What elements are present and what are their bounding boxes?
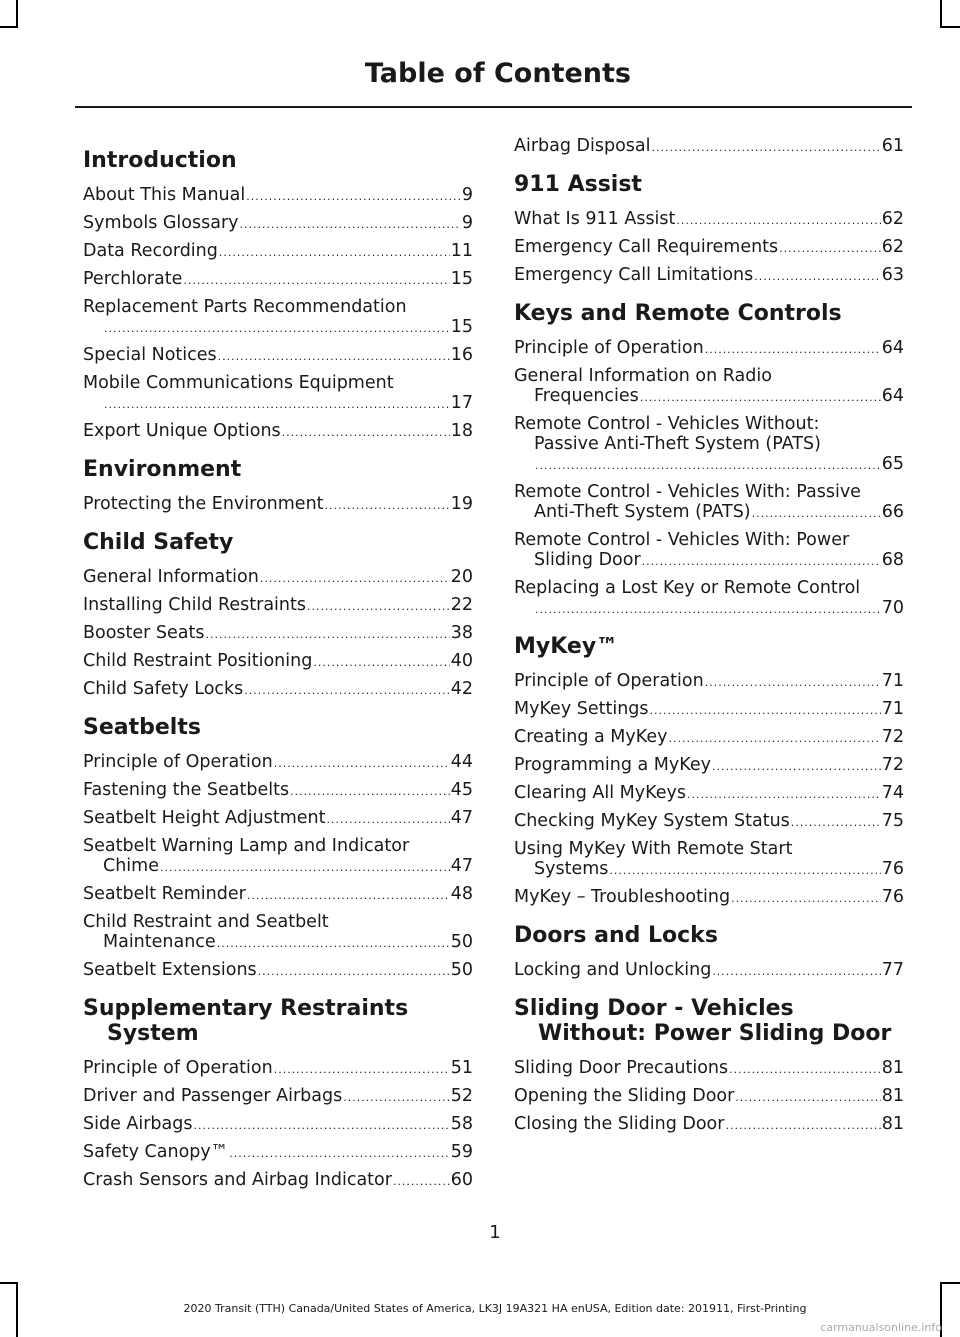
toc-line — [83, 623, 473, 645]
entry-title-cont: Chime — [103, 856, 159, 876]
toc-entry[interactable] — [514, 811, 904, 833]
crop-mark — [0, 1282, 18, 1284]
toc-entry[interactable] — [83, 960, 473, 982]
entry-title-cont: Sliding Door — [534, 550, 641, 570]
toc-line — [514, 386, 904, 408]
entry-title: Perchlorate — [83, 269, 183, 289]
toc-line — [83, 393, 473, 415]
section-heading-line: System — [107, 1021, 199, 1046]
toc-line — [83, 595, 473, 617]
entry-page: 64 — [881, 386, 904, 406]
toc-line — [514, 530, 904, 550]
entry-title: Replacing a Lost Key or Remote Control — [514, 578, 861, 598]
crop-mark — [940, 1282, 960, 1284]
section-heading-line: Sliding Door - Vehicles — [514, 996, 794, 1021]
dot-leader — [650, 701, 881, 721]
toc-entry[interactable] — [83, 884, 473, 906]
entry-page: 15 — [450, 317, 473, 337]
entry-title: Principle of Operation — [83, 752, 273, 772]
entry-title: Special Notices — [83, 345, 217, 365]
dot-leader — [731, 889, 881, 909]
entry-title: MyKey Settings — [514, 699, 649, 719]
section-heading-line: Supplementary Restraints — [83, 996, 409, 1021]
entry-page: 19 — [450, 494, 473, 514]
crop-mark — [940, 0, 942, 28]
dot-leader — [217, 934, 450, 954]
dot-leader — [194, 1116, 450, 1136]
entry-page: 38 — [450, 623, 473, 643]
entry-title: Closing the Sliding Door — [514, 1114, 725, 1134]
dot-leader — [668, 729, 880, 749]
dot-leader — [712, 962, 880, 982]
footer-text: 2020 Transit (TTH) Canada/United States of America, LK3J 19A321 HA enUSA, Edition date: 201911, First-Printing — [183, 1302, 807, 1315]
entry-page: 50 — [450, 932, 473, 952]
section-heading — [83, 530, 473, 555]
toc-line — [83, 836, 473, 856]
entry-title: General Information on Radio — [514, 366, 772, 386]
entry-title-cont: Passive Anti-Theft System (PATS) — [534, 434, 821, 454]
entry-page: 65 — [881, 454, 904, 474]
dot-leader — [325, 496, 450, 516]
dot-leader — [218, 347, 450, 367]
section-heading-line: MyKey™ — [514, 634, 619, 659]
toc-line — [83, 1142, 473, 1164]
entry-title: Export Unique Options — [83, 421, 281, 441]
toc-line — [514, 136, 904, 158]
dot-leader — [104, 319, 450, 339]
entry-page: 58 — [450, 1114, 473, 1134]
toc-line — [83, 241, 473, 263]
entry-title: Programming a MyKey — [514, 755, 711, 775]
entry-page: 51 — [450, 1058, 473, 1078]
dot-leader — [642, 552, 881, 572]
toc-entry[interactable] — [83, 567, 473, 589]
entry-title: Symbols Glossary — [83, 213, 239, 233]
toc-entry[interactable] — [514, 1114, 904, 1136]
section-heading — [83, 715, 473, 740]
entry-title: Mobile Communications Equipment — [83, 373, 394, 393]
section-heading-line: Without: Power Sliding Door — [538, 1021, 892, 1046]
entry-page: 47 — [450, 856, 473, 876]
dot-leader — [247, 886, 450, 906]
entry-page: 74 — [881, 783, 904, 803]
toc-entry[interactable] — [514, 530, 904, 572]
toc-line — [83, 1170, 473, 1192]
dot-leader — [652, 138, 881, 158]
toc-entry[interactable] — [83, 345, 473, 367]
entry-title: MyKey – Troubleshooting — [514, 887, 731, 907]
entry-title: Emergency Call Limitations — [514, 265, 754, 285]
entry-title: Emergency Call Requirements — [514, 237, 779, 257]
toc-entry[interactable] — [514, 671, 904, 693]
toc-line — [83, 780, 473, 802]
toc-entry[interactable] — [83, 780, 473, 802]
entry-title: Data Recording — [83, 241, 218, 261]
entry-page: 48 — [450, 884, 473, 904]
toc-entry[interactable] — [514, 265, 904, 287]
entry-title: Remote Control - Vehicles Without: — [514, 414, 820, 434]
entry-page: 45 — [450, 780, 473, 800]
entry-page: 44 — [450, 752, 473, 772]
entry-title: Principle of Operation — [83, 1058, 273, 1078]
section-heading-line: Doors and Locks — [514, 923, 718, 948]
section-heading-line: 911 Assist — [514, 172, 642, 197]
toc-entry[interactable] — [83, 595, 473, 617]
entry-page: 71 — [881, 671, 904, 691]
toc-line — [83, 213, 473, 235]
toc-entry[interactable] — [514, 699, 904, 721]
toc-entry[interactable] — [514, 482, 904, 524]
entry-page: 22 — [450, 595, 473, 615]
toc-entry[interactable] — [83, 1086, 473, 1108]
entry-title: Using MyKey With Remote Start — [514, 839, 793, 859]
entry-page: 16 — [450, 345, 473, 365]
toc-line — [514, 671, 904, 693]
toc-line — [83, 808, 473, 830]
entry-page: 60 — [450, 1170, 473, 1190]
toc-entry[interactable] — [514, 727, 904, 749]
entry-page: 15 — [450, 269, 473, 289]
toc-line — [83, 752, 473, 774]
toc-entry[interactable] — [514, 783, 904, 805]
toc-line — [514, 859, 904, 881]
toc-entry[interactable] — [514, 136, 904, 158]
entry-title: Seatbelt Extensions — [83, 960, 257, 980]
dot-leader — [313, 653, 449, 673]
dot-leader — [282, 423, 450, 443]
entry-title: Opening the Sliding Door — [514, 1086, 735, 1106]
toc-entry[interactable] — [514, 237, 904, 259]
toc-entry[interactable] — [514, 578, 904, 620]
header-rule — [75, 106, 912, 108]
section-heading-line: Child Safety — [83, 530, 234, 555]
toc-line — [83, 567, 473, 589]
section-heading — [83, 457, 473, 482]
entry-page: 42 — [450, 679, 473, 699]
entry-title: Airbag Disposal — [514, 136, 651, 156]
toc-entry[interactable] — [83, 269, 473, 291]
dot-leader — [343, 1088, 450, 1108]
entry-title: Seatbelt Height Adjustment — [83, 808, 326, 828]
entry-title-cont: Systems — [534, 859, 609, 879]
entry-page: 62 — [881, 209, 904, 229]
dot-leader — [725, 1116, 880, 1136]
toc-line — [83, 317, 473, 339]
toc-line — [514, 1058, 904, 1080]
toc-entry[interactable] — [514, 1086, 904, 1108]
entry-title: What Is 911 Assist — [514, 209, 676, 229]
entry-title-cont: Maintenance — [103, 932, 216, 952]
dot-leader — [290, 782, 450, 802]
toc-entry[interactable] — [83, 1114, 473, 1136]
toc-line — [514, 699, 904, 721]
entry-title: Creating a MyKey — [514, 727, 668, 747]
toc-line — [83, 494, 473, 516]
toc-line — [514, 1114, 904, 1136]
entry-page: 59 — [450, 1142, 473, 1162]
dot-leader — [640, 388, 881, 408]
dot-leader — [219, 243, 450, 263]
toc-entry[interactable] — [514, 338, 904, 360]
section-heading — [514, 301, 904, 326]
toc-entry[interactable] — [514, 1058, 904, 1080]
toc-entry[interactable] — [514, 960, 904, 982]
entry-page: 81 — [881, 1086, 904, 1106]
dot-leader — [244, 681, 449, 701]
entry-title: Principle of Operation — [514, 338, 704, 358]
section-heading — [514, 923, 904, 948]
dot-leader — [260, 569, 450, 589]
toc-line — [83, 373, 473, 393]
toc-line — [514, 960, 904, 982]
dot-leader — [258, 962, 450, 982]
dot-leader — [791, 813, 881, 833]
toc-line — [514, 1086, 904, 1108]
dot-leader — [246, 187, 461, 207]
dot-leader — [274, 1060, 450, 1080]
entry-title: Principle of Operation — [514, 671, 704, 691]
entry-page: 76 — [881, 859, 904, 879]
toc-left-column — [83, 136, 473, 1198]
toc-line — [514, 434, 904, 454]
entry-title: Safety Canopy™ — [83, 1142, 229, 1162]
dot-leader — [687, 785, 881, 805]
toc-line — [514, 502, 904, 524]
dot-leader — [609, 861, 880, 881]
toc-line — [83, 297, 473, 317]
toc-entry[interactable] — [83, 185, 473, 207]
entry-title: Checking MyKey System Status — [514, 811, 790, 831]
page-number: 1 — [489, 1222, 501, 1243]
entry-title: Booster Seats — [83, 623, 205, 643]
dot-leader — [535, 456, 881, 476]
dot-leader — [676, 211, 880, 231]
entry-title: Driver and Passenger Airbags — [83, 1086, 343, 1106]
entry-title: Clearing All MyKeys — [514, 783, 686, 803]
toc-line — [514, 454, 904, 476]
section-heading — [83, 996, 473, 1046]
entry-page: 72 — [881, 755, 904, 775]
dot-leader — [729, 1060, 881, 1080]
toc-entry[interactable] — [83, 421, 473, 443]
toc-line — [514, 839, 904, 859]
entry-title: Side Airbags — [83, 1114, 193, 1134]
watermark: carmanualsonline.info — [820, 1321, 942, 1334]
toc-entry[interactable] — [83, 297, 473, 339]
toc-entry[interactable] — [83, 836, 473, 878]
toc-entry[interactable] — [514, 839, 904, 881]
toc-line — [514, 366, 904, 386]
toc-line — [83, 856, 473, 878]
dot-leader — [206, 625, 450, 645]
toc-entry[interactable] — [83, 1170, 473, 1192]
dot-leader — [735, 1088, 880, 1108]
toc-line — [83, 884, 473, 906]
section-heading — [514, 634, 904, 659]
dot-leader — [240, 215, 461, 235]
toc-entry[interactable] — [514, 209, 904, 231]
toc-line — [83, 269, 473, 291]
toc-entry[interactable] — [514, 755, 904, 777]
entry-page: 75 — [881, 811, 904, 831]
toc-line — [514, 237, 904, 259]
entry-page: 64 — [881, 338, 904, 358]
toc-line — [514, 578, 904, 598]
toc-line — [83, 960, 473, 982]
toc-line — [83, 185, 473, 207]
entry-title-cont: Anti-Theft System (PATS) — [534, 502, 751, 522]
toc-entry[interactable] — [83, 241, 473, 263]
dot-leader — [752, 504, 881, 524]
section-heading — [514, 996, 904, 1046]
toc-entry[interactable] — [83, 494, 473, 516]
crop-mark — [0, 26, 18, 28]
entry-page: 11 — [450, 241, 473, 261]
toc-entry[interactable] — [83, 912, 473, 954]
toc-entry[interactable] — [514, 366, 904, 408]
dot-leader — [712, 757, 881, 777]
toc-entry[interactable] — [83, 1142, 473, 1164]
toc-line — [83, 912, 473, 932]
section-heading-line: Seatbelts — [83, 715, 201, 740]
toc-entry[interactable] — [514, 414, 904, 476]
dot-leader — [327, 810, 450, 830]
toc-entry[interactable] — [83, 808, 473, 830]
toc-line — [514, 755, 904, 777]
entry-title: Protecting the Environment — [83, 494, 324, 514]
section-heading — [83, 148, 473, 173]
dot-leader — [754, 267, 880, 287]
toc-line — [83, 345, 473, 367]
entry-page: 9 — [461, 213, 473, 233]
entry-title: General Information — [83, 567, 259, 587]
section-heading-line: Introduction — [83, 148, 237, 173]
dot-leader — [705, 673, 881, 693]
dot-leader — [535, 600, 881, 620]
entry-page: 50 — [450, 960, 473, 980]
toc-entry[interactable] — [83, 752, 473, 774]
dot-leader — [160, 858, 450, 878]
toc-entry[interactable] — [83, 1058, 473, 1080]
toc-line — [514, 783, 904, 805]
entry-page: 81 — [881, 1058, 904, 1078]
entry-page: 63 — [881, 265, 904, 285]
entry-page: 70 — [881, 598, 904, 618]
entry-title-cont: Frequencies — [534, 386, 639, 406]
entry-page: 62 — [881, 237, 904, 257]
entry-title: Seatbelt Warning Lamp and Indicator — [83, 836, 410, 856]
dot-leader — [779, 239, 881, 259]
section-heading-line: Environment — [83, 457, 242, 482]
toc-line — [514, 887, 904, 909]
section-heading-line: Keys and Remote Controls — [514, 301, 842, 326]
entry-page: 72 — [881, 727, 904, 747]
entry-page: 17 — [450, 393, 473, 413]
toc-line — [514, 598, 904, 620]
toc-entry[interactable] — [83, 623, 473, 645]
entry-title: Crash Sensors and Airbag Indicator — [83, 1170, 392, 1190]
toc-line — [83, 421, 473, 443]
entry-page: 9 — [461, 185, 473, 205]
toc-line — [83, 651, 473, 673]
entry-page: 76 — [881, 887, 904, 907]
dot-leader — [307, 597, 450, 617]
entry-page: 47 — [450, 808, 473, 828]
entry-title: Child Restraint and Seatbelt — [83, 912, 329, 932]
section-heading — [514, 172, 904, 197]
toc-line — [83, 1058, 473, 1080]
entry-title: Locking and Unlocking — [514, 960, 712, 980]
dot-leader — [393, 1172, 450, 1192]
dot-leader — [183, 271, 449, 291]
entry-title: Remote Control - Vehicles With: Power — [514, 530, 850, 550]
toc-line — [83, 1086, 473, 1108]
entry-page: 18 — [450, 421, 473, 441]
entry-page: 81 — [881, 1114, 904, 1134]
page-title: Table of Contents — [364, 58, 631, 89]
entry-title: Installing Child Restraints — [83, 595, 306, 615]
toc-line — [83, 679, 473, 701]
entry-title: Remote Control - Vehicles With: Passive — [514, 482, 861, 502]
dot-leader — [229, 1144, 449, 1164]
entry-title: About This Manual — [83, 185, 246, 205]
dot-leader — [274, 754, 450, 774]
entry-page: 61 — [881, 136, 904, 156]
entry-page: 68 — [881, 550, 904, 570]
crop-mark — [940, 26, 960, 28]
toc-line — [514, 482, 904, 502]
toc-line — [514, 550, 904, 572]
entry-page: 52 — [450, 1086, 473, 1106]
toc-entry[interactable] — [83, 373, 473, 415]
entry-title: Child Safety Locks — [83, 679, 244, 699]
crop-mark — [16, 0, 18, 28]
entry-page: 40 — [450, 651, 473, 671]
entry-page: 71 — [881, 699, 904, 719]
toc-line — [83, 932, 473, 954]
toc-line — [514, 727, 904, 749]
entry-title: Sliding Door Precautions — [514, 1058, 729, 1078]
toc-line — [514, 338, 904, 360]
toc-line — [83, 1114, 473, 1136]
entry-title: Seatbelt Reminder — [83, 884, 246, 904]
toc-line — [514, 811, 904, 833]
toc-right-column — [514, 136, 904, 1142]
entry-page: 20 — [450, 567, 473, 587]
toc-line — [514, 265, 904, 287]
toc-line — [514, 209, 904, 231]
toc-entry[interactable] — [514, 887, 904, 909]
entry-page: 77 — [881, 960, 904, 980]
entry-title: Child Restraint Positioning — [83, 651, 313, 671]
toc-entry[interactable] — [83, 213, 473, 235]
toc-line — [514, 414, 904, 434]
dot-leader — [705, 340, 881, 360]
toc-entry[interactable] — [83, 651, 473, 673]
entry-page: 66 — [881, 502, 904, 522]
entry-title: Replacement Parts Recommendation — [83, 297, 407, 317]
dot-leader — [104, 395, 450, 415]
entry-title: Fastening the Seatbelts — [83, 780, 290, 800]
toc-entry[interactable] — [83, 679, 473, 701]
